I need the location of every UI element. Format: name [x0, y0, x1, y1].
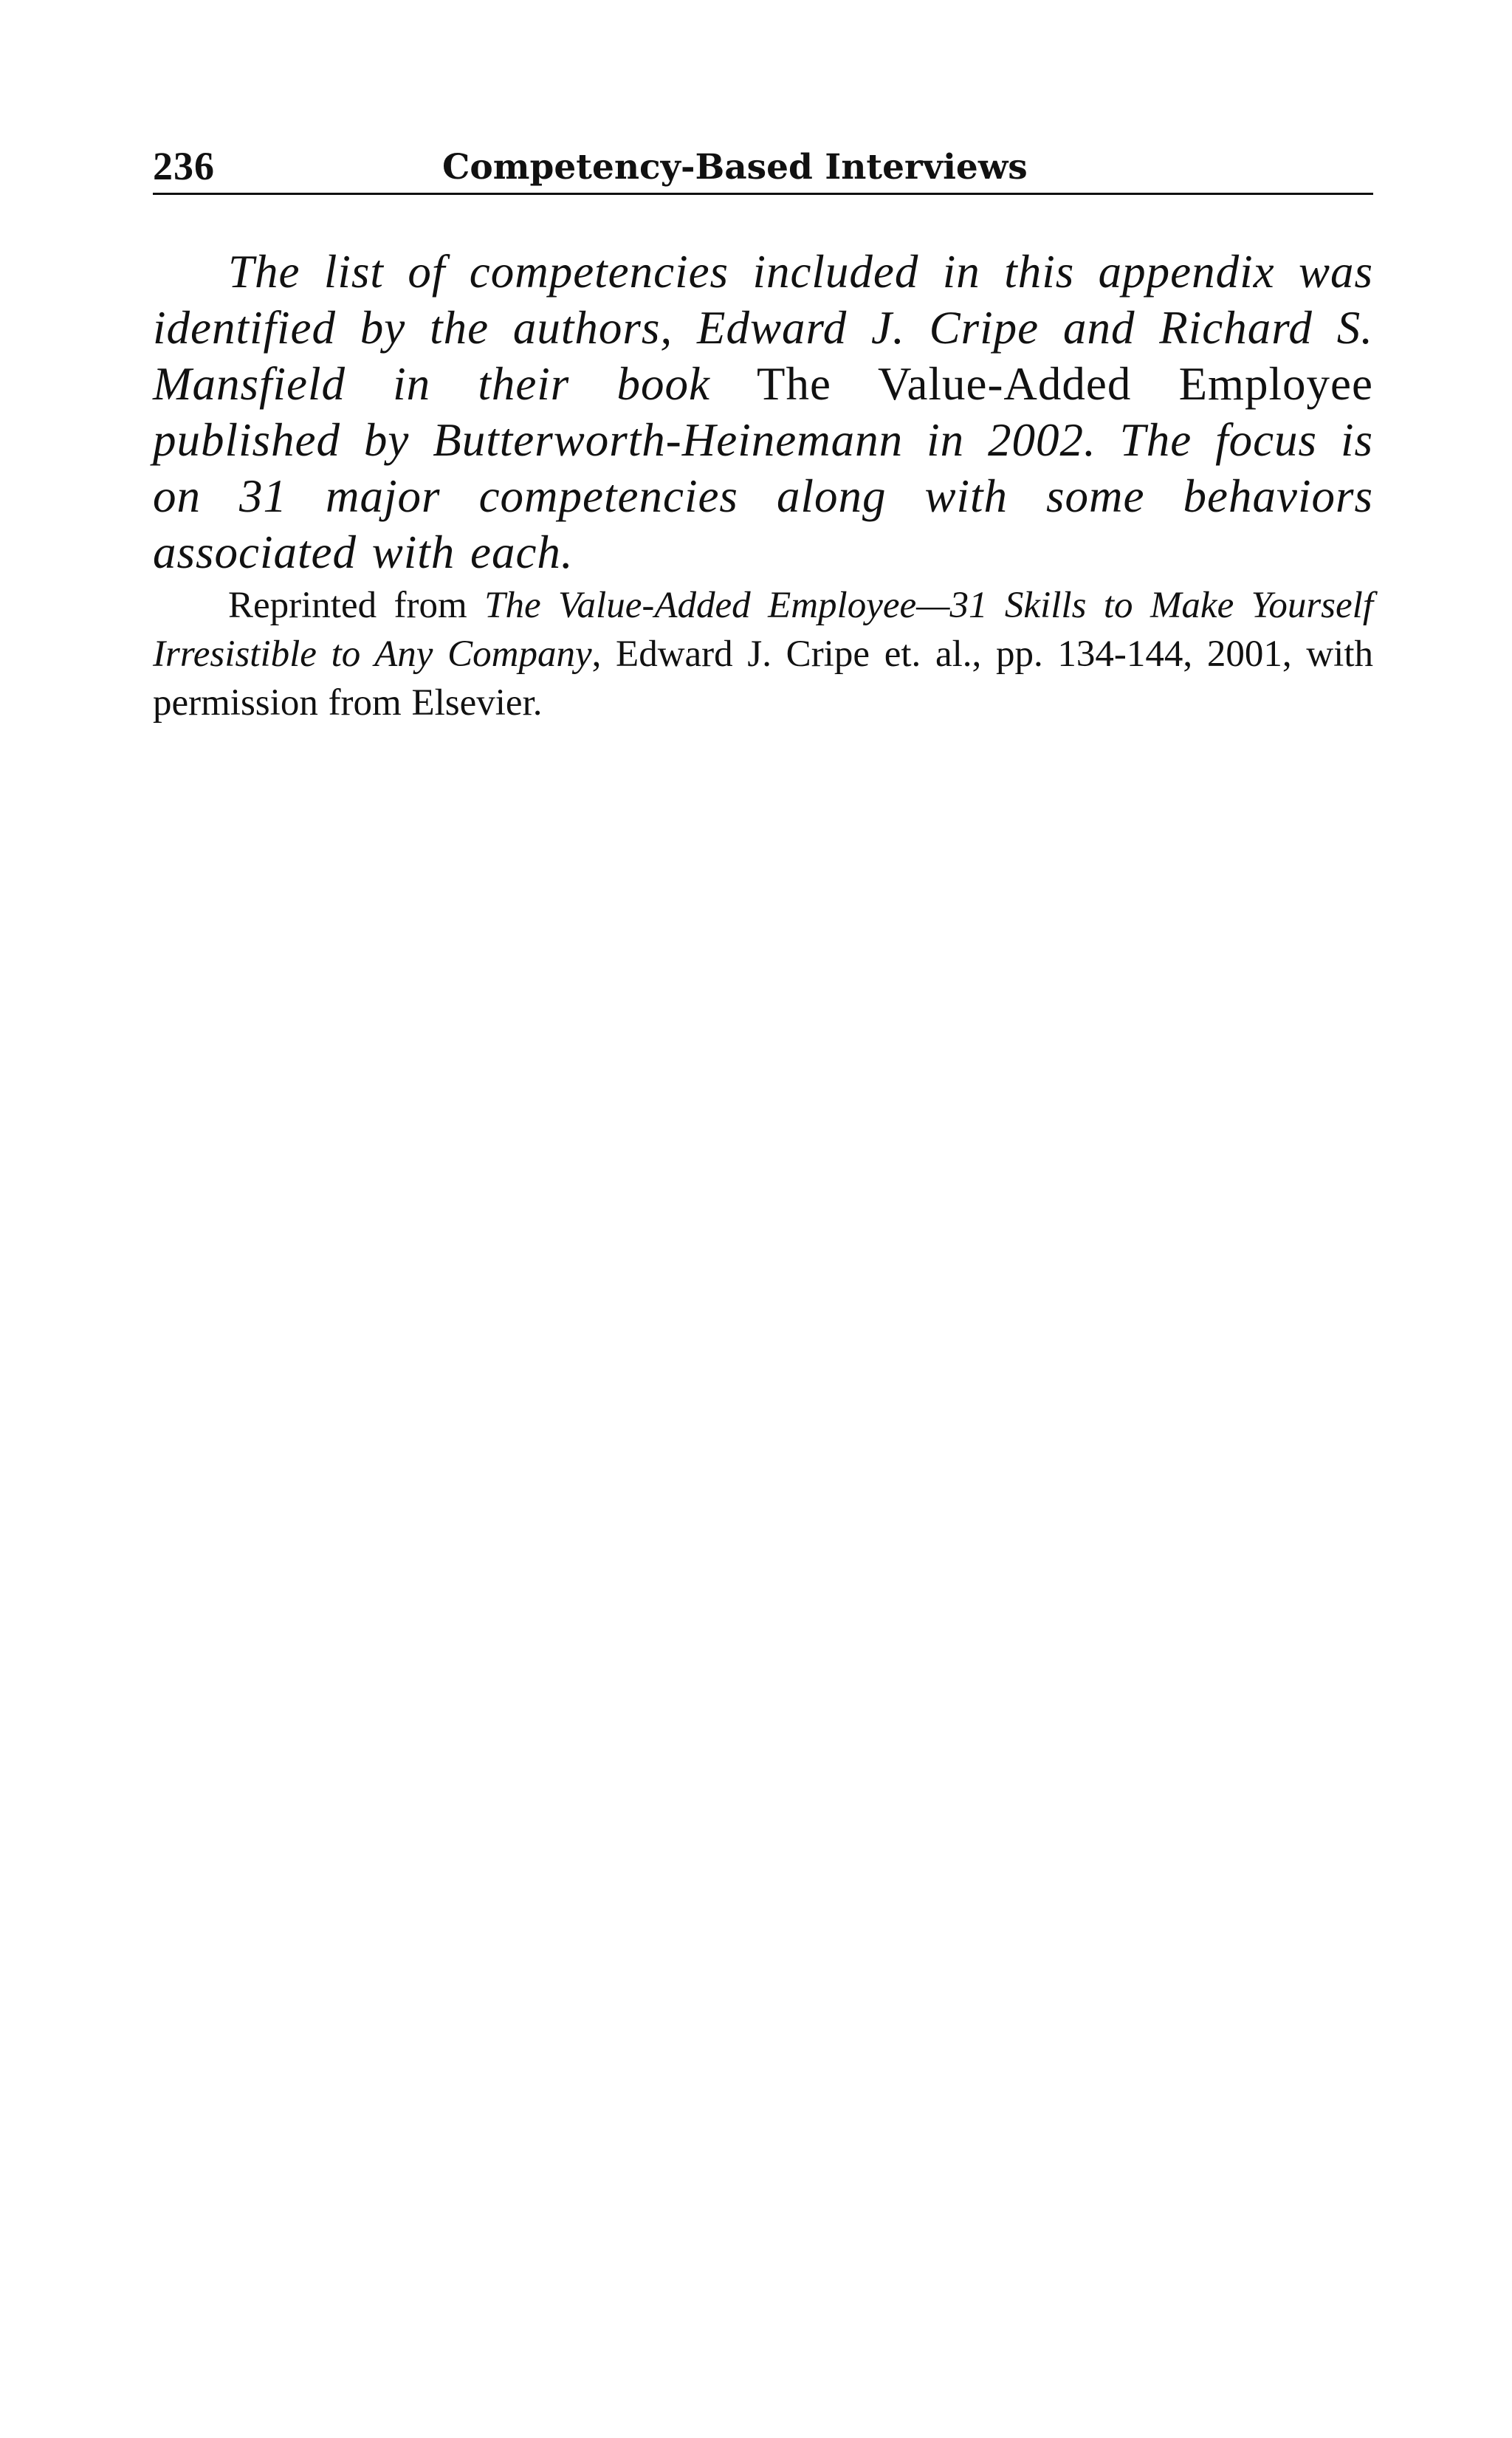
- intro-text-start: The list of competencies included in this appendix was identified by the authors, Edward J. Cripe and Richard S. Mansfield in their book: [153, 246, 1373, 410]
- book-title: The Value-Added Employee: [757, 358, 1373, 410]
- credit-prefix: Reprinted from: [228, 585, 467, 626]
- intro-text-end: published by Butterworth-Heinemann in 2002. The focus is on 31 major competencies along with some behaviors associated with each.: [153, 414, 1373, 578]
- running-title: Competency-Based Interviews: [442, 147, 1028, 188]
- page-number: 236: [153, 144, 215, 188]
- source-title: The Value-Added Employee—31 Skills to Make Yourself Irresistible to Any Company: [153, 585, 1373, 675]
- reprint-credit: [153, 581, 1373, 727]
- credit-suffix: , Edward J. Cripe et. al., pp. 134-144, 2001, with permission from Elsevier.: [153, 633, 1374, 724]
- running-header: [153, 142, 1373, 195]
- intro-paragraph: [153, 244, 1373, 580]
